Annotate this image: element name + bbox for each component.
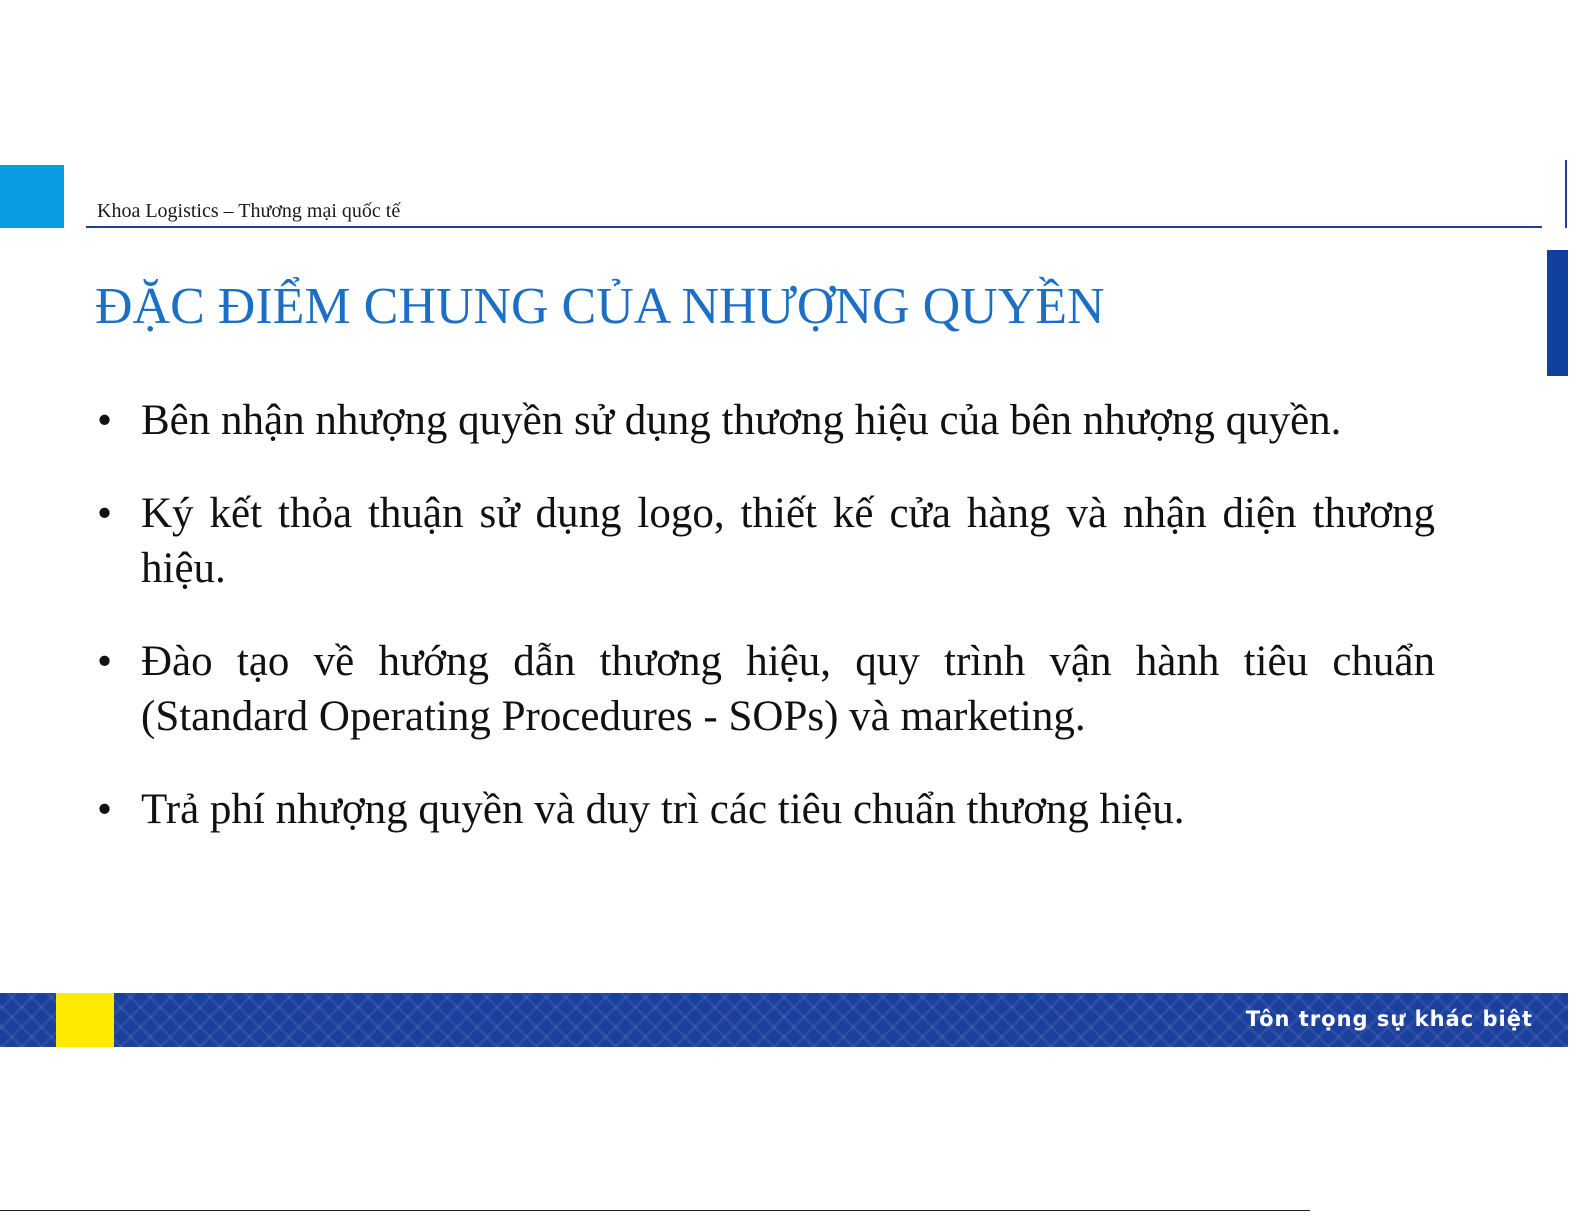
right-edge-line: [1565, 160, 1567, 228]
bullet-item: [95, 634, 1435, 744]
bullet-item: [95, 393, 1435, 448]
bullet-dot-icon: •: [97, 397, 113, 444]
bullet-text: Đào tạo về hướng dẫn thương hiệu, quy trình vận hành tiêu chuẩn (Standard Operating Procedures - SOPs) và marketing.: [141, 638, 1435, 740]
right-edge-tab: [1547, 250, 1568, 376]
header-divider-line: [86, 226, 1542, 228]
department-label: Khoa Logistics – Thương mại quốc tế: [97, 200, 401, 222]
bullet-dot-icon: •: [97, 786, 113, 833]
slide-title: ĐẶC ĐIỂM CHUNG CỦA NHƯỢNG QUYỀN: [95, 278, 1105, 335]
bullet-dot-icon: •: [97, 490, 113, 537]
bullet-text: Ký kết thỏa thuận sử dụng logo, thiết kế cửa hàng và nhận diện thương hiệu.: [141, 490, 1435, 592]
bottom-divider-line: [0, 1210, 1310, 1211]
footer-slogan: Tôn trọng sự khác biệt: [1245, 1007, 1533, 1031]
bullet-dot-icon: •: [97, 638, 113, 685]
bullet-list: [95, 393, 1435, 875]
footer-yellow-block: [56, 993, 114, 1047]
bullet-text: Bên nhận nhượng quyền sử dụng thương hiệu của bên nhượng quyền.: [141, 397, 1342, 444]
bullet-item: [95, 782, 1435, 837]
bullet-item: [95, 486, 1435, 596]
bullet-text: Trả phí nhượng quyền và duy trì các tiêu chuẩn thương hiệu.: [141, 786, 1185, 833]
header-accent-square: [0, 165, 64, 228]
